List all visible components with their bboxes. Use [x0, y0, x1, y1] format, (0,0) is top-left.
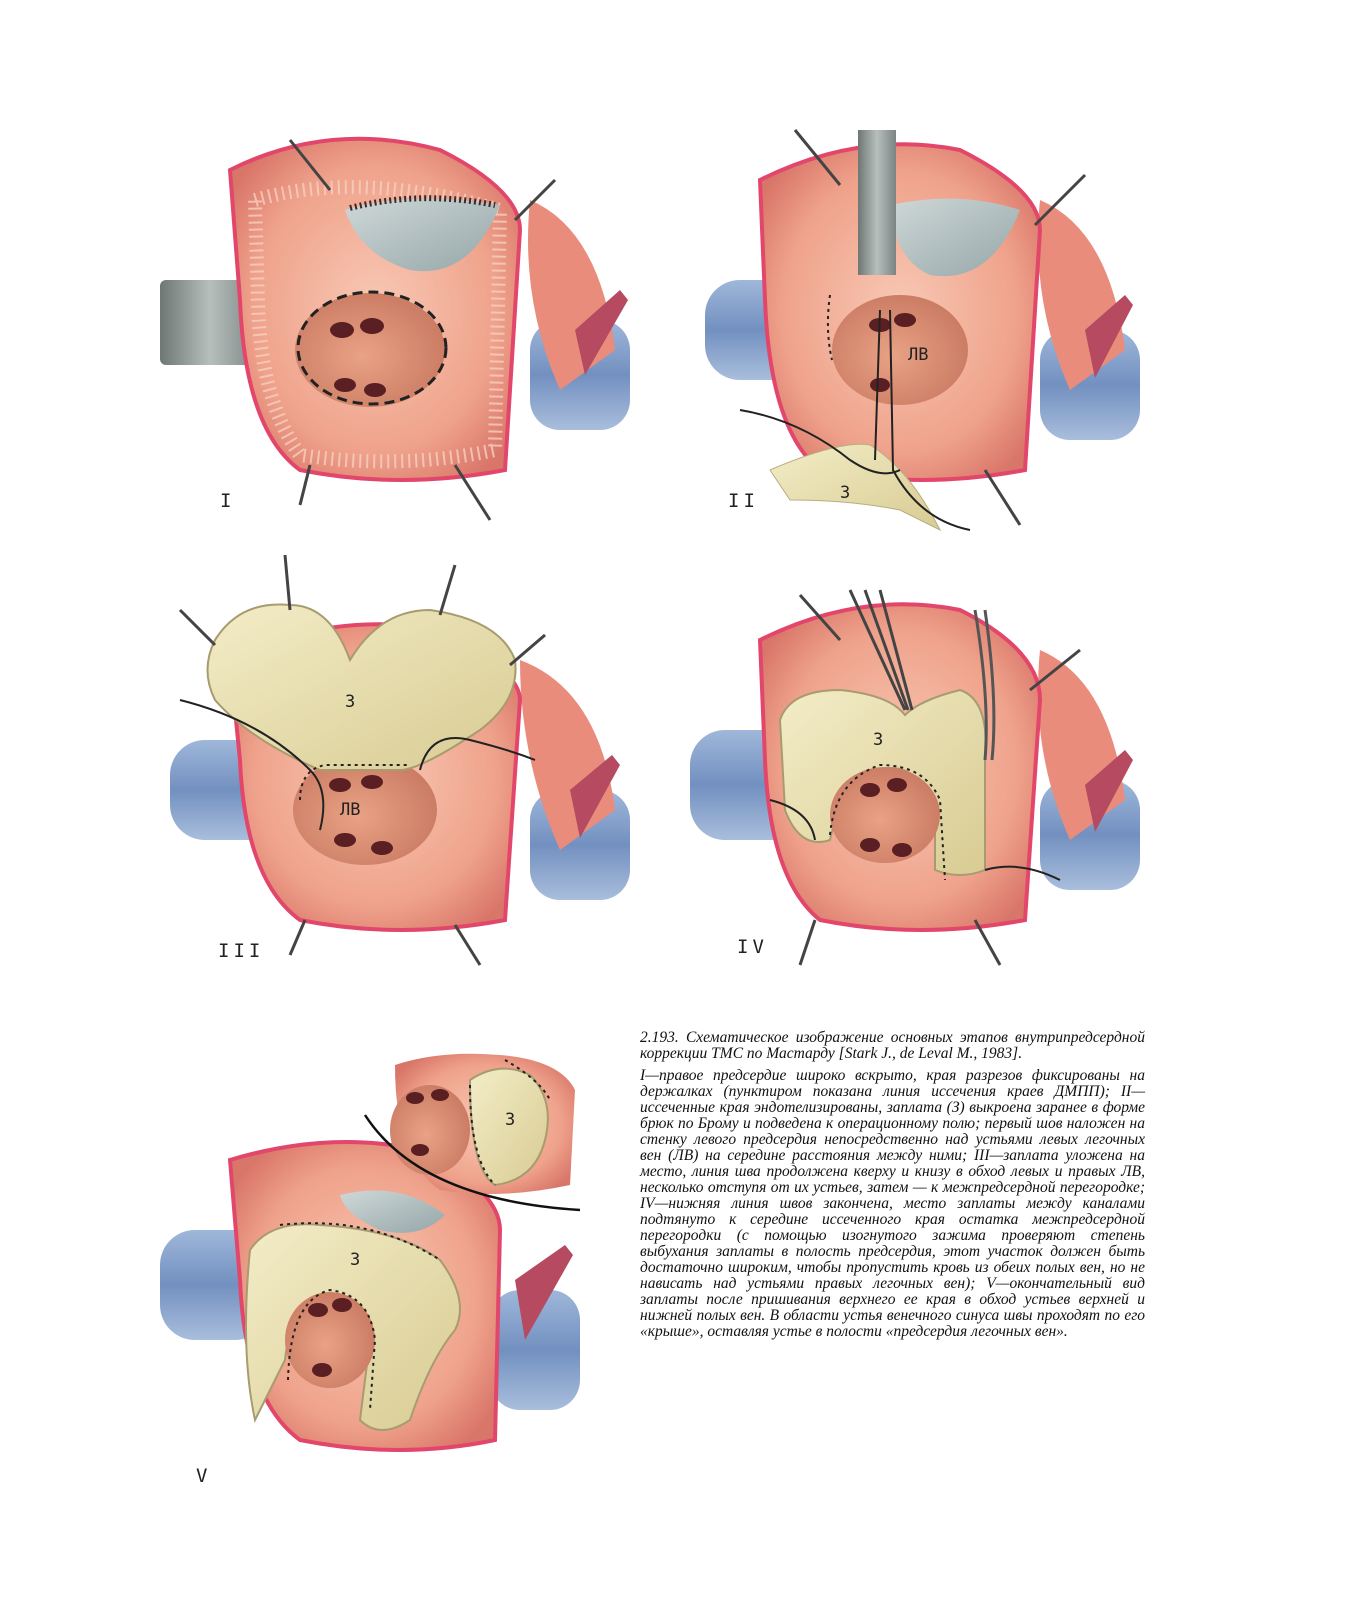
vein-orifice [894, 313, 916, 327]
stay-suture [800, 920, 815, 965]
vein-orifice [892, 843, 912, 857]
patch-label: З [840, 483, 851, 503]
panel-3-drawing [170, 555, 630, 965]
vein-orifice [332, 1298, 352, 1312]
cavity [832, 295, 968, 405]
panel-label-1: I [220, 490, 236, 512]
patch-label: З [345, 692, 356, 712]
vein-orifice [364, 383, 386, 397]
vein-orifice [360, 318, 384, 334]
panel-label-3: III [218, 940, 265, 962]
inset-patch-label: З [505, 1110, 516, 1130]
stay-suture [285, 555, 290, 610]
vein-orifice [334, 378, 356, 392]
caption-body: I—правое предсердие широко вскрыто, края разрезов фиксированы на держалках (пунктиром показана линия иссечения краев ДМПП); II—иссеченные края эндотелизированы, заплата (З) выкроена заранее в форме брюк по Брому и подведена к операционному полю; первый шов наложен на стенку левого предсердия непосредственно над устьями левых легочных вен (ЛВ) на середине расстояния между ними; III—заплата уложена на место, линия шва продолжена кверху и книзу в обход левых и правых ЛВ, несколько отступя от их устьев, затем — к межпредсердной перегородке; IV—нижняя линия швов закончена, место заплаты между каналами подтянуто к середине иссеченного края остатка межпредсердной перегородки (с помощью изогнутого зажима проверяют степень выбухания заплаты в полость предсердия, этот участок должен быть достаточно широким, чтобы пропустить кровь из обеих полых вен, но не нависать над устьями правых легочных вен); V—окончательный вид заплаты после пришивания верхнего ее края в обход устьев верхней и нижней полых вен. В области устья венечного синуса швы проходят по его «крыше», оставляя устье в полости «предсердия легочных вен». [640, 1067, 1145, 1340]
vein-orifice [411, 1144, 429, 1156]
vein-orifice [860, 838, 880, 852]
patch-label: З [873, 730, 884, 750]
panel-label-2: II [728, 490, 759, 512]
panel-4-drawing [690, 590, 1140, 965]
stay-suture [180, 610, 215, 645]
stay-suture [290, 920, 305, 955]
inset-cavity [390, 1085, 470, 1175]
figure-caption [640, 1030, 1145, 1344]
vein-orifice [406, 1092, 424, 1104]
vein-orifice [870, 378, 890, 392]
retractor-clamp [858, 130, 896, 275]
stay-suture [510, 635, 545, 665]
patch-label: З [350, 1250, 361, 1270]
panel-label-4: IV [737, 936, 768, 958]
vein-orifice [371, 841, 393, 855]
vein-orifice [308, 1303, 328, 1317]
panel-2-drawing [705, 130, 1140, 530]
panel-label-5: V [196, 1465, 212, 1487]
stay-suture [985, 470, 1020, 525]
vein-orifice [431, 1089, 449, 1101]
caption-title: 2.193. Схематическое изображение основных этапов внутрипредсердной коррекции ТМС по Мастарду [Stark J., de Leval M., 1983]. [640, 1029, 1145, 1062]
vein-orifice [361, 775, 383, 789]
vein-orifice [329, 778, 351, 792]
vein-orifice [330, 322, 354, 338]
stay-suture [440, 565, 455, 615]
cavity [830, 767, 940, 863]
lv-label: ЛВ [908, 345, 929, 365]
panel-5-drawing [160, 1054, 580, 1450]
vein-orifice [860, 783, 880, 797]
cavity [293, 755, 437, 865]
stay-suture [455, 925, 480, 965]
panel-1-drawing [160, 139, 630, 520]
vein-orifice [312, 1363, 332, 1377]
vein-orifice [887, 778, 907, 792]
lv-label: ЛВ [340, 800, 361, 820]
vein-orifice [334, 833, 356, 847]
